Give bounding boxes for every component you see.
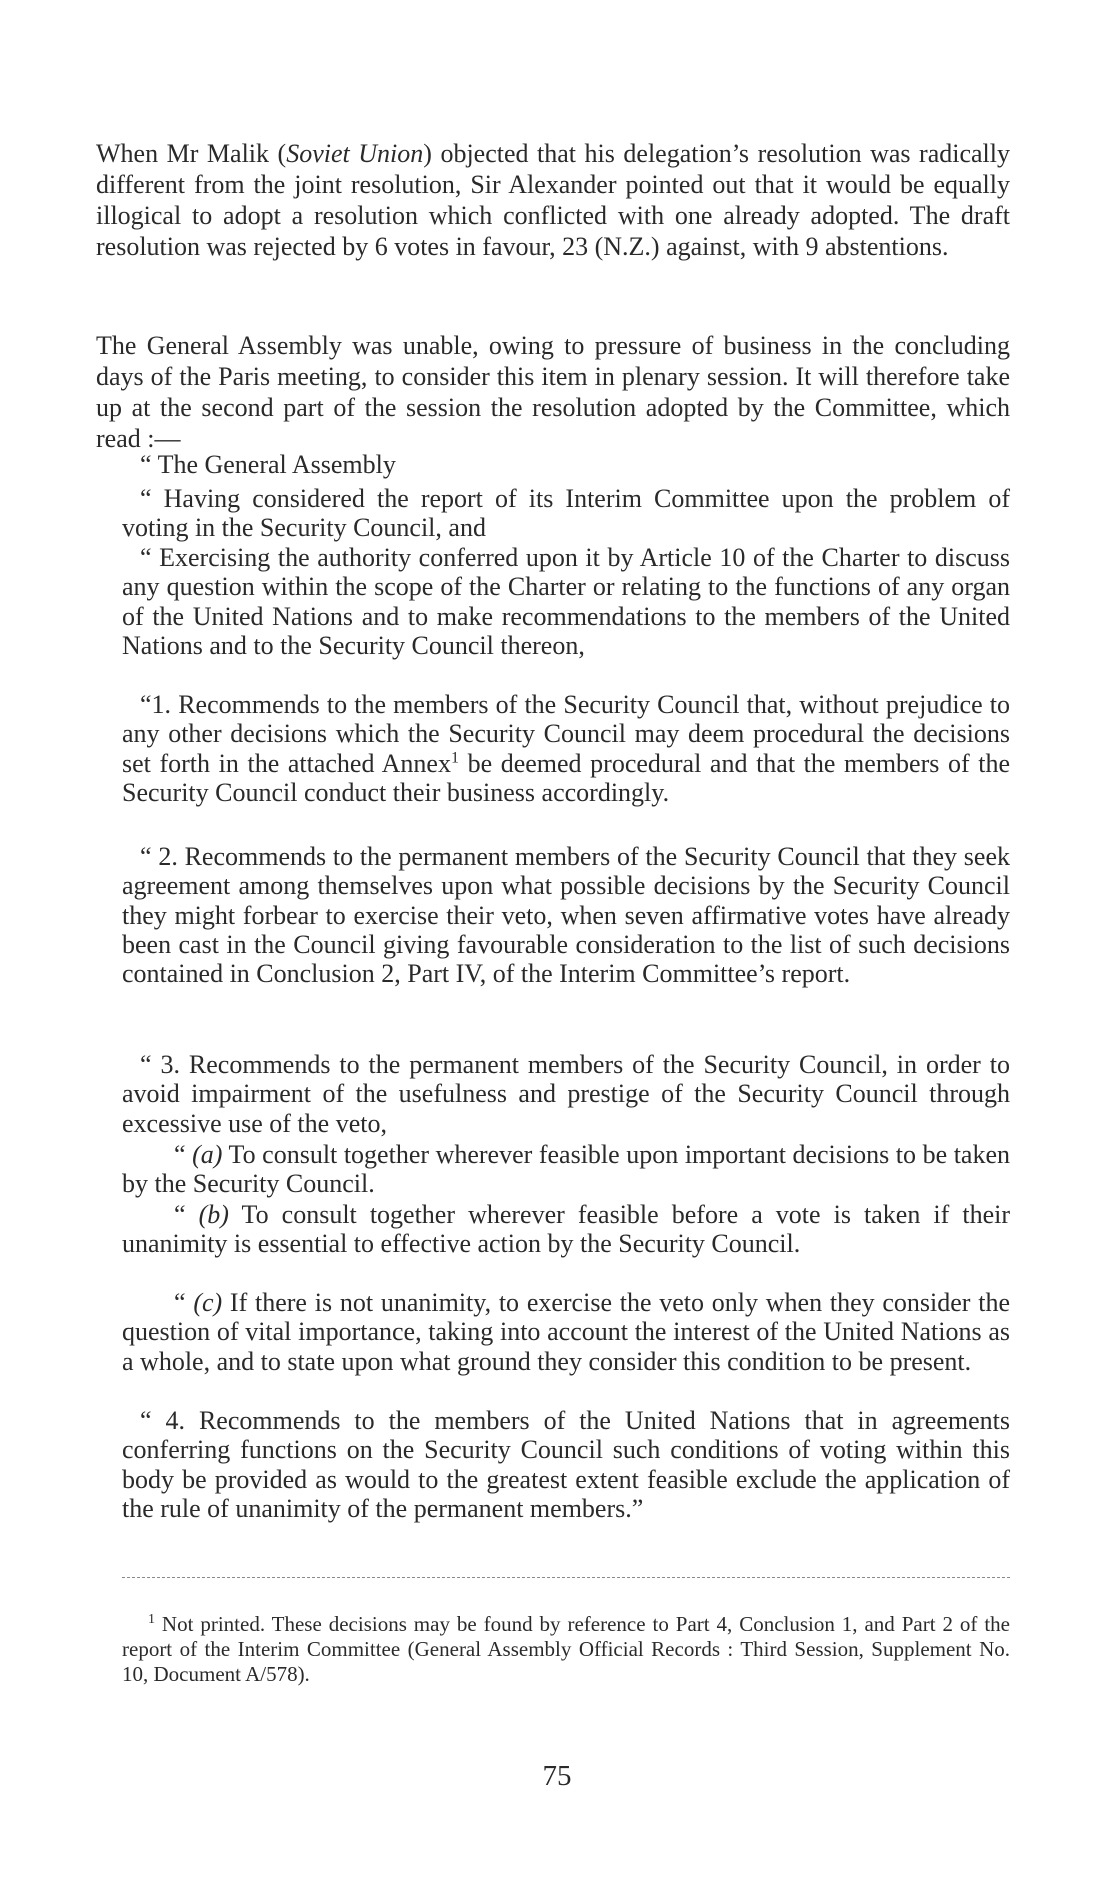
sub-b-mark: (b): [198, 1200, 229, 1229]
quote-recommendation-1: [122, 690, 1010, 807]
footnote-divider: [122, 1577, 1010, 1578]
quote-recommendation-4: “ 4. Recommends to the members of the United Nations that in agreements conferring functions on the Security Council such conditions of voting within this body be provided as would to the greatest extent feasible exclude the application of the rule of unanimity of the permanent members.”: [122, 1406, 1010, 1523]
rec1-pre: “1. Recommends to the members of the Security Council that, without prejudice to any other decisions which the Security Council may deem procedural the decisions set forth in the attached Annex: [122, 690, 1010, 778]
quote-subclause-a: “ (a) To consult together wherever feasible upon important decisions to be taken by the Security Council.: [122, 1140, 1010, 1199]
sub-c-text: If there is not unanimity, to exercise the veto only when they consider the question of vital importance, taking into account the interest of the United Nations as a whole, and to state upon what ground they consider this condition to be present.: [122, 1288, 1010, 1376]
para1-pre: When Mr Malik (: [96, 139, 287, 168]
footnote: [122, 1612, 1010, 1687]
para1-post: ) objected that his delegation’s resolution was radically different from the joint resolution, Sir Alexander pointed out that it would be equally illogical to adopt a resolution which conflicted with one already adopted. The draft resolution was rejected by 6 votes in favour, 23 (N.Z.) against, with 9 abstentions.: [96, 139, 1011, 261]
sub-a-mark: (a): [192, 1140, 223, 1169]
quote-opening: “ The General Assembly: [140, 450, 396, 479]
quote-exercising: “ Exercising the authority conferred upon it by Article 10 of the Charter to discuss any question within the scope of the Charter or relating to the functions of any organ of the United Nations and to make recommendations to the members of the United Nations and to the Security Council thereon,: [122, 543, 1010, 660]
footnote-mark: 1: [148, 1612, 155, 1627]
paragraph-malik-objection: [96, 138, 1010, 262]
rec1-post: be deemed procedural and that the members of the Security Council conduct their business accordingly.: [122, 748, 1010, 807]
footnote-text: Not printed. These decisions may be found by reference to Part 4, Conclusion 1, and Part 2 of the report of the Interim Committee (General Assembly Official Records : Third Session, Supplement No. 10, Document A/578).: [122, 1612, 1010, 1686]
page-number: 75: [542, 1760, 572, 1792]
quote-subclause-b: “ (b) To consult together wherever feasible before a vote is taken if their unanimity is essential to effective action by the Security Council.: [122, 1200, 1010, 1259]
quote-subclause-c: “ (c) If there is not unanimity, to exercise the veto only when they consider the question of vital importance, taking into account the interest of the United Nations as a whole, and to state upon what ground they consider this condition to be present.: [122, 1288, 1010, 1376]
quote-recommendation-3: “ 3. Recommends to the permanent members of the Security Council, in order to avoid impairment of the usefulness and prestige of the Security Council through excessive use of the veto,: [122, 1050, 1010, 1138]
sub-b-text: To consult together wherever feasible before a vote is taken if their unanimity is essential to effective action by the Security Council.: [122, 1200, 1010, 1259]
paragraph-general-assembly: The General Assembly was unable, owing to pressure of business in the concluding days of the Paris meeting, to consider this item in plenary session. It will therefore take up at the second part of the session the resolution adopted by the Committee, which read :—: [96, 331, 1010, 453]
sub-c-mark: (c): [193, 1288, 223, 1317]
quote-recommendation-2: “ 2. Recommends to the permanent members of the Security Council that they seek agreement among themselves upon what possible decisions by the Security Council they might forbear to exercise their veto, when seven affirmative votes have already been cast in the Council giving favourable consideration to the list of such decisions contained in Conclusion 2, Part IV, of the Interim Committee’s report.: [122, 842, 1010, 989]
quote-having: “ Having considered the report of its Interim Committee upon the problem of voting in the Security Council, and: [122, 484, 1010, 543]
footnote-reference: 1: [450, 748, 459, 766]
para1-italic: Soviet Union: [286, 139, 424, 168]
sub-a-text: To consult together wherever feasible upon important decisions to be taken by the Security Council.: [122, 1140, 1010, 1199]
